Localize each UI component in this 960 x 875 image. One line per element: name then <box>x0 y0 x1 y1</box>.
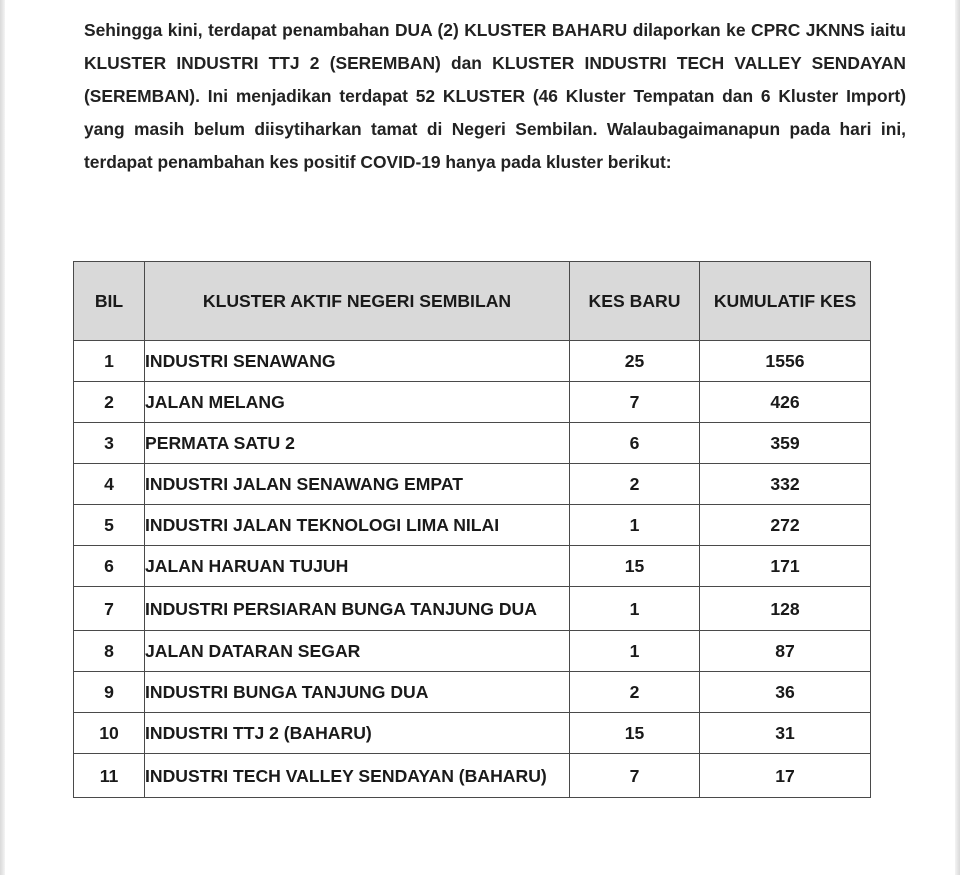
cumulative-cases: 332 <box>700 464 871 505</box>
cumulative-cases: 171 <box>700 546 871 587</box>
cluster-name: INDUSTRI PERSIARAN BUNGA TANJUNG DUA <box>145 587 570 631</box>
table-row <box>74 464 871 505</box>
new-cases: 15 <box>570 546 700 587</box>
header-cumulative: KUMULATIF KES <box>700 262 871 341</box>
table-row <box>74 546 871 587</box>
table-row <box>74 754 871 798</box>
cumulative-cases: 272 <box>700 505 871 546</box>
new-cases: 6 <box>570 423 700 464</box>
row-number: 6 <box>74 546 145 587</box>
header-new-cases: KES BARU <box>570 262 700 341</box>
new-cases: 15 <box>570 713 700 754</box>
table-row <box>74 382 871 423</box>
new-cases: 7 <box>570 754 700 798</box>
cluster-name: JALAN HARUAN TUJUH <box>145 546 570 587</box>
cumulative-cases: 31 <box>700 713 871 754</box>
row-number: 11 <box>74 754 145 798</box>
cumulative-cases: 1556 <box>700 341 871 382</box>
table-header-row <box>74 262 871 341</box>
cluster-name: JALAN MELANG <box>145 382 570 423</box>
cluster-name: INDUSTRI BUNGA TANJUNG DUA <box>145 672 570 713</box>
cumulative-cases: 426 <box>700 382 871 423</box>
new-cases: 7 <box>570 382 700 423</box>
page-edge-right <box>955 0 960 875</box>
table-row <box>74 341 871 382</box>
row-number: 5 <box>74 505 145 546</box>
cluster-name: INDUSTRI JALAN SENAWANG EMPAT <box>145 464 570 505</box>
row-number: 10 <box>74 713 145 754</box>
row-number: 3 <box>74 423 145 464</box>
row-number: 4 <box>74 464 145 505</box>
cumulative-cases: 17 <box>700 754 871 798</box>
table-row <box>74 672 871 713</box>
new-cases: 25 <box>570 341 700 382</box>
row-number: 9 <box>74 672 145 713</box>
cumulative-cases: 128 <box>700 587 871 631</box>
table-row <box>74 631 871 672</box>
header-cluster: KLUSTER AKTIF NEGERI SEMBILAN <box>145 262 570 341</box>
header-bil: BIL <box>74 262 145 341</box>
cluster-name: PERMATA SATU 2 <box>145 423 570 464</box>
new-cases: 1 <box>570 631 700 672</box>
cumulative-cases: 87 <box>700 631 871 672</box>
new-cases: 2 <box>570 464 700 505</box>
cumulative-cases: 359 <box>700 423 871 464</box>
table-row <box>74 713 871 754</box>
cluster-name: INDUSTRI SENAWANG <box>145 341 570 382</box>
new-cases: 2 <box>570 672 700 713</box>
row-number: 8 <box>74 631 145 672</box>
cluster-name: INDUSTRI JALAN TEKNOLOGI LIMA NILAI <box>145 505 570 546</box>
cluster-name: JALAN DATARAN SEGAR <box>145 631 570 672</box>
table-row <box>74 423 871 464</box>
new-cases: 1 <box>570 505 700 546</box>
table-row <box>74 587 871 631</box>
row-number: 1 <box>74 341 145 382</box>
new-cases: 1 <box>570 587 700 631</box>
cluster-name: INDUSTRI TTJ 2 (BAHARU) <box>145 713 570 754</box>
intro-paragraph: Sehingga kini, terdapat penambahan DUA (2) KLUSTER BAHARU dilaporkan ke CPRC JKNNS iaitu KLUSTER INDUSTRI TTJ 2 (SEREMBAN) dan KLUSTER INDUSTRI TECH VALLEY SENDAYAN (SEREMBAN). Ini menjadikan terdapat 52 KLUSTER (46 Kluster Tempatan dan 6 Kluster Import) yang masih belum diisytiharkan tamat di Negeri Sembilan. Walaubagaimanapun pada hari ini, terdapat penambahan kes positif COVID-19 hanya pada kluster berikut: <box>84 20 906 172</box>
row-number: 7 <box>74 587 145 631</box>
cluster-name: INDUSTRI TECH VALLEY SENDAYAN (BAHARU) <box>145 754 570 798</box>
page-edge-left <box>0 0 5 875</box>
active-clusters-table <box>73 261 871 798</box>
row-number: 2 <box>74 382 145 423</box>
cumulative-cases: 36 <box>700 672 871 713</box>
table-row <box>74 505 871 546</box>
